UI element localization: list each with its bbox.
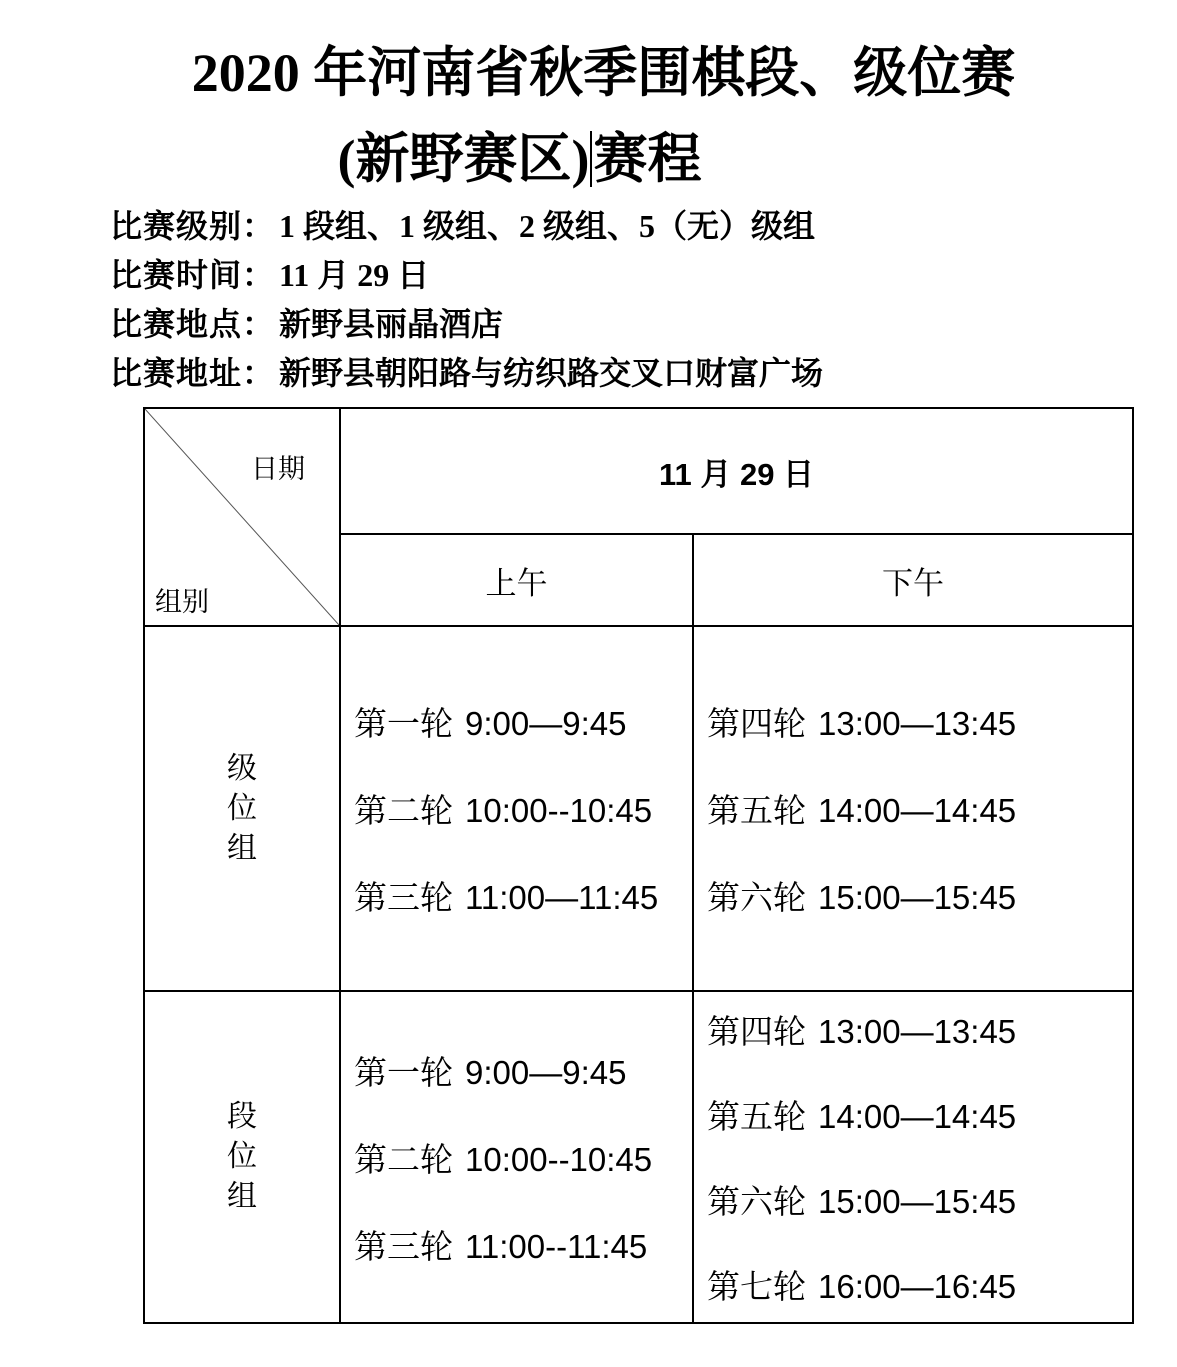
date-header-cell: 11 月 29 日 — [341, 409, 1132, 535]
schedule-line — [707, 1091, 1132, 1138]
round-label: 第四轮 — [707, 1015, 806, 1051]
round-time: 11:00—11:45 — [465, 879, 659, 916]
schedule-table — [143, 407, 1134, 1324]
round-label: 第七轮 — [707, 1270, 806, 1306]
round-time: 14:00—14:45 — [818, 792, 1017, 829]
round-label: 第六轮 — [707, 1185, 806, 1221]
info-label: 比赛级别： — [110, 208, 276, 244]
info-label: 比赛地址： — [110, 355, 276, 391]
dan-afternoon-cell — [694, 992, 1132, 1322]
schedule-line — [354, 1221, 692, 1268]
round-label: 第二轮 — [354, 1142, 453, 1179]
schedule-line — [707, 1176, 1132, 1223]
dan-morning-cell — [341, 992, 694, 1322]
corner-label-group: 组别 — [155, 587, 209, 617]
group-cell-dan — [145, 992, 341, 1322]
title-line-2-right: 赛程 — [593, 129, 702, 189]
round-label: 第一轮 — [354, 707, 453, 743]
round-time: 14:00—14:45 — [818, 1098, 1017, 1135]
schedule-line — [707, 698, 1132, 745]
round-label: 第四轮 — [707, 707, 806, 743]
info-label: 比赛地点： — [110, 306, 276, 342]
round-time: 15:00—15:45 — [818, 1183, 1017, 1220]
round-time: 16:00—16:45 — [818, 1268, 1017, 1305]
info-line-time — [110, 251, 1177, 300]
round-label: 第五轮 — [707, 1100, 806, 1136]
group-label: 级位组 — [227, 751, 257, 865]
info-value: 11 月 29 日 — [279, 257, 430, 293]
schedule-line — [354, 872, 692, 919]
info-value: 新野县朝阳路与纺织路交叉口财富广场 — [279, 355, 824, 391]
document-title — [0, 30, 1177, 202]
title-line-2-left: (新野赛区) — [337, 129, 590, 189]
round-time: 11:00--11:45 — [465, 1227, 648, 1265]
group-label: 段位组 — [227, 1100, 257, 1213]
schedule-line — [707, 1006, 1132, 1053]
info-block — [110, 202, 1177, 398]
round-time: 10:00--10:45 — [465, 1140, 653, 1178]
schedule-line — [354, 1134, 692, 1181]
info-line-venue — [110, 300, 1177, 349]
schedule-line — [354, 785, 692, 832]
round-time: 10:00--10:45 — [465, 792, 653, 829]
round-label: 第一轮 — [354, 1055, 453, 1092]
round-time: 15:00—15:45 — [818, 879, 1017, 916]
group-cell-grade — [145, 627, 341, 992]
info-line-level — [110, 202, 1177, 251]
corner-cell — [145, 409, 341, 627]
round-time: 9:00—9:45 — [465, 705, 627, 742]
round-label: 第二轮 — [354, 794, 453, 830]
title-line-1: 2020 年河南省秋季围棋段、级位赛 — [191, 43, 1016, 103]
title-line-2 — [0, 116, 1108, 202]
info-label: 比赛时间： — [110, 257, 276, 293]
morning-header-cell: 上午 — [341, 535, 694, 627]
schedule-line — [354, 1047, 692, 1094]
schedule-line — [707, 1261, 1132, 1308]
round-time: 13:00—13:45 — [818, 705, 1017, 742]
round-time: 9:00—9:45 — [465, 1053, 627, 1091]
grade-morning-cell — [341, 627, 694, 992]
corner-label-date: 日期 — [251, 454, 305, 484]
info-line-address — [110, 349, 1177, 398]
round-label: 第六轮 — [707, 881, 806, 917]
afternoon-header-cell: 下午 — [694, 535, 1132, 627]
schedule-line — [707, 785, 1132, 832]
info-value: 新野县丽晶酒店 — [279, 306, 504, 342]
schedule-line — [707, 872, 1132, 919]
info-value: 1 段组、1 级组、2 级组、5（无）级组 — [279, 208, 816, 244]
round-label: 第三轮 — [354, 1229, 453, 1266]
round-time: 13:00—13:45 — [818, 1013, 1017, 1050]
schedule-line — [354, 698, 692, 745]
grade-afternoon-cell — [694, 627, 1132, 992]
round-label: 第五轮 — [707, 794, 806, 830]
round-label: 第三轮 — [354, 881, 453, 917]
